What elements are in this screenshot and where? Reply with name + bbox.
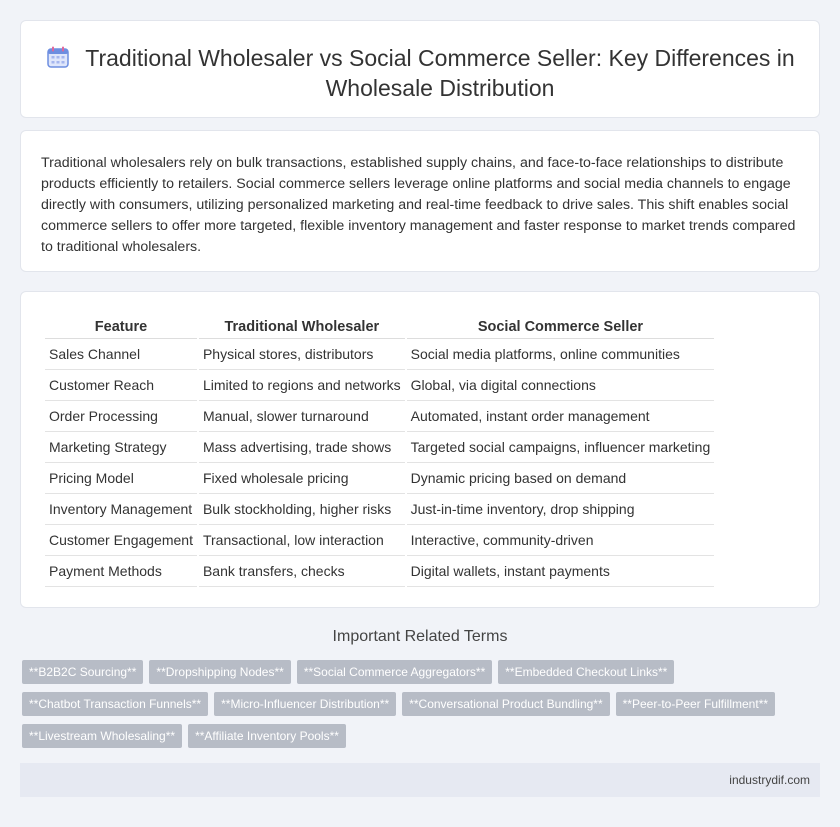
term-tag[interactable]: **Conversational Product Bundling** (402, 692, 609, 716)
column-header: Feature (45, 316, 197, 339)
table-cell: Automated, instant order management (407, 401, 715, 432)
table-cell: Just-in-time inventory, drop shipping (407, 494, 715, 525)
table-header-row (45, 316, 714, 339)
term-tag[interactable]: **Peer-to-Peer Fulfillment** (616, 692, 775, 716)
term-tag[interactable]: **Embedded Checkout Links** (498, 660, 674, 684)
table-cell: Interactive, community-driven (407, 525, 715, 556)
table-cell: Customer Reach (45, 370, 197, 401)
table-row (45, 432, 714, 463)
table-cell: Social media platforms, online communities (407, 339, 715, 370)
table-cell: Transactional, low interaction (199, 525, 405, 556)
term-tag[interactable]: **Social Commerce Aggregators** (297, 660, 492, 684)
table-cell: Bulk stockholding, higher risks (199, 494, 405, 525)
term-tag[interactable]: **Chatbot Transaction Funnels** (22, 692, 208, 716)
footer (20, 763, 820, 797)
summary-card (20, 130, 820, 272)
page-title: Traditional Wholesaler vs Social Commerce Seller: Key Differences in Wholesale Distribution (85, 45, 795, 101)
table-cell: Fixed wholesale pricing (199, 463, 405, 494)
table-cell: Payment Methods (45, 556, 197, 587)
table-cell: Marketing Strategy (45, 432, 197, 463)
table-cell: Digital wallets, instant payments (407, 556, 715, 587)
footer-site-link[interactable]: industrydif.com (729, 773, 810, 787)
table-row (45, 556, 714, 587)
table-cell: Targeted social campaigns, influencer marketing (407, 432, 715, 463)
term-tag[interactable]: **Dropshipping Nodes** (149, 660, 290, 684)
term-tag[interactable]: **Affiliate Inventory Pools** (188, 724, 346, 748)
term-tag[interactable]: **B2B2C Sourcing** (22, 660, 143, 684)
related-terms-list (22, 660, 812, 748)
table-row (45, 339, 714, 370)
table-row (45, 494, 714, 525)
table-cell: Global, via digital connections (407, 370, 715, 401)
comparison-card (20, 291, 820, 608)
table-cell: Manual, slower turnaround (199, 401, 405, 432)
term-tag[interactable]: **Micro-Influencer Distribution** (214, 692, 396, 716)
table-cell: Dynamic pricing based on demand (407, 463, 715, 494)
related-terms-title: Important Related Terms (332, 628, 508, 645)
header-card (20, 20, 820, 118)
column-header: Traditional Wholesaler (199, 316, 405, 339)
table-cell: Physical stores, distributors (199, 339, 405, 370)
term-tag[interactable]: **Livestream Wholesaling** (22, 724, 182, 748)
table-cell: Pricing Model (45, 463, 197, 494)
comparison-table (43, 316, 716, 587)
table-cell: Inventory Management (45, 494, 197, 525)
table-row (45, 463, 714, 494)
table-cell: Limited to regions and networks (199, 370, 405, 401)
summary-text: Traditional wholesalers rely on bulk transactions, established supply chains, and face-to-face relationships to distribute products efficiently to retailers. Social commerce sellers leverage online platforms and social media channels to engage directly with consumers, utilizing personalized marketing and real-time feedback to drive sales. This shift enables social commerce sellers to offer more targeted, flexible inventory management and faster response to market trends compared to traditional wholesalers. (41, 155, 796, 255)
table-cell: Mass advertising, trade shows (199, 432, 405, 463)
table-cell: Order Processing (45, 401, 197, 432)
table-cell: Bank transfers, checks (199, 556, 405, 587)
column-header: Social Commerce Seller (407, 316, 715, 339)
table-cell: Sales Channel (45, 339, 197, 370)
table-row (45, 525, 714, 556)
table-cell: Customer Engagement (45, 525, 197, 556)
table-row (45, 370, 714, 401)
table-row (45, 401, 714, 432)
